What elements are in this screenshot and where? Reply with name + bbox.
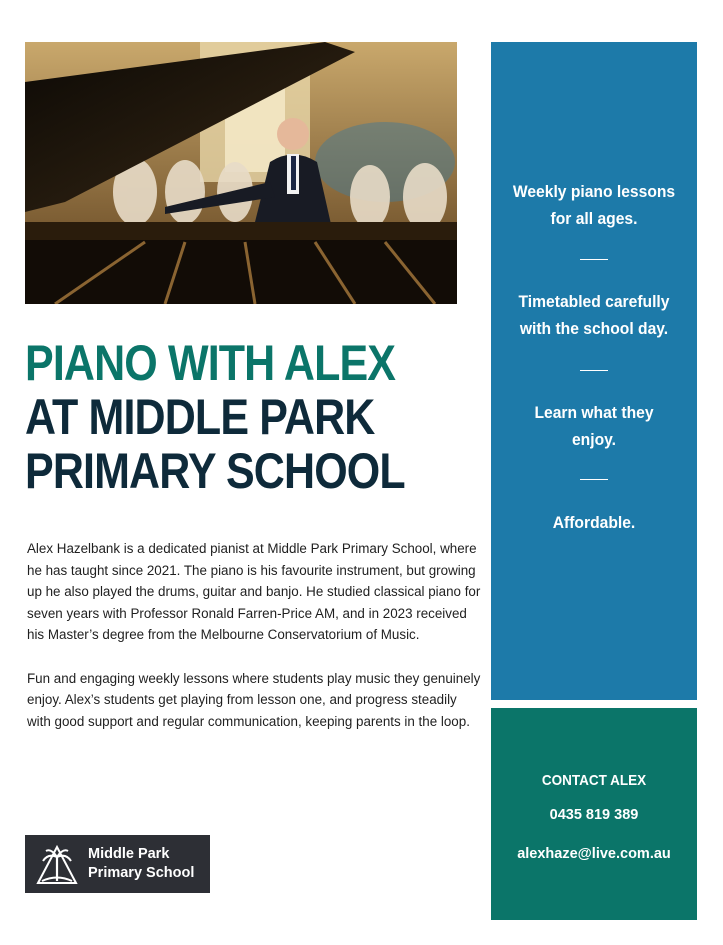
logo-line-1: Middle Park [88,846,170,862]
feature-learn-what-they-enjoy: Learn what they enjoy. [534,403,654,449]
feature-divider [580,370,608,371]
feature-timetabled: Timetabled carefully with the school day. [518,292,670,338]
title-line-2: AT MIDDLE PARK [25,389,375,445]
title-line-1: PIANO WITH ALEX [25,335,396,391]
logo-text [88,845,194,883]
feature-divider [580,479,608,480]
contact-panel [491,708,697,920]
school-logo [25,835,210,893]
logo-line-2: Primary School [88,865,195,881]
bio-paragraph: Alex Hazelbank is a dedicated pianist at Middle Park Primary School, where he has taught since 2021. The piano is his favourite instrument, but growing up he also played the drums, guitar and banjo. He studied classical piano for seven years with Professor Ronald Farren-Price AM, and in 2023 received his Master’s degree from the Melbourne Conservatorium of Music. [27,541,481,642]
title-line-3: PRIMARY SCHOOL [25,443,405,499]
contact-phone[interactable]: 0435 819 389 [549,807,639,823]
page-title [25,336,403,498]
feature-divider [580,259,608,260]
features-panel [491,42,697,700]
pianist-photo-illustration [25,42,457,304]
feature-affordable: Affordable. [552,513,636,532]
contact-email[interactable]: alexhaze@live.com.au [517,846,671,862]
palm-tree-icon [34,841,80,887]
feature-weekly-lessons: Weekly piano lessons for all ages. [512,182,676,228]
contact-heading: CONTACT ALEX [541,772,647,789]
lessons-paragraph: Fun and engaging weekly lessons where students play music they genuinely enjoy. Alex’s students get playing from lesson one, and progress steadily with good support and regular communication, keeping parents in the loop. [27,670,481,729]
body-copy [27,538,483,754]
hero-photo [25,42,457,304]
